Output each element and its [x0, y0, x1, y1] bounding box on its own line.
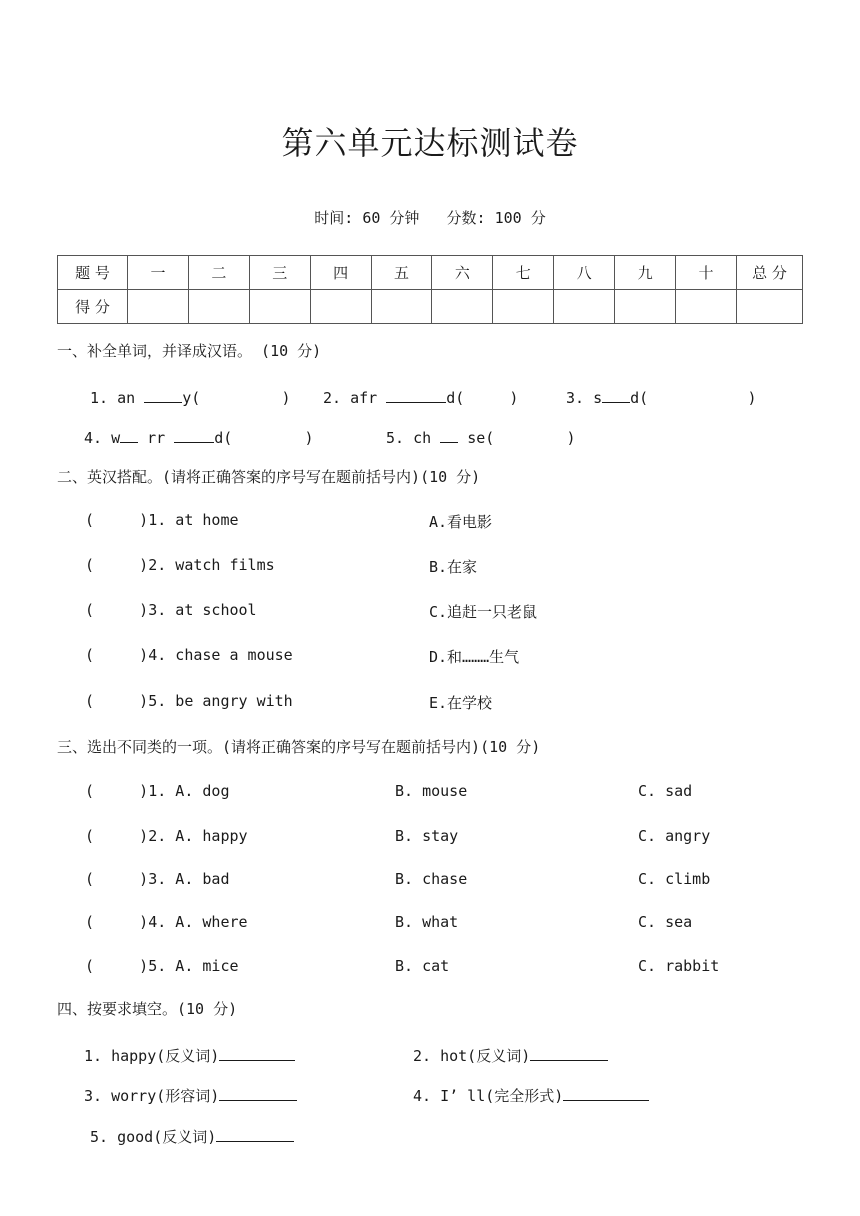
- score-cell: [371, 290, 432, 324]
- s3-item-1-c: C. sad: [638, 782, 693, 800]
- s1-item-4: [84, 428, 314, 447]
- s3-item-3-b: B. chase: [395, 870, 468, 888]
- answer-blank: [219, 1086, 297, 1101]
- s3-item-4-b: B. what: [395, 913, 459, 931]
- section-1-heading: 一、补全单词，并译成汉语。 (10 分): [57, 342, 322, 360]
- s1-item-3: [566, 388, 757, 407]
- header-cell: 一: [128, 256, 189, 290]
- answer-blank: [216, 1127, 294, 1142]
- score-cell: [249, 290, 310, 324]
- header-cell: 题 号: [58, 256, 128, 290]
- s1-item-text: se( ): [458, 429, 576, 447]
- score-cell: [310, 290, 371, 324]
- s4-item-text: 2. hot(反义词): [413, 1047, 531, 1065]
- answer-blank: [219, 1046, 295, 1061]
- s3-item-5-b: B. cat: [395, 957, 450, 975]
- s4-item-2: [413, 1045, 608, 1066]
- score-table: [57, 255, 803, 324]
- s2-item-2-right: B.在家: [429, 558, 478, 576]
- score-cell: [554, 290, 615, 324]
- s2-item-4-right: D.和………生气: [429, 648, 520, 666]
- s4-item-3: [84, 1085, 297, 1106]
- header-cell: 七: [493, 256, 554, 290]
- s3-item-3-a: ( )3. A. bad: [85, 870, 230, 888]
- score-cell: [676, 290, 737, 324]
- score-cell: [188, 290, 249, 324]
- s4-item-text: 5. good(反义词): [90, 1128, 217, 1146]
- s1-item-text: d( ): [446, 389, 519, 407]
- s1-item-text: 3. s: [566, 389, 603, 407]
- s4-item-1: [84, 1045, 295, 1066]
- score-table-header-row: [58, 256, 803, 290]
- s1-item-5: [386, 428, 576, 447]
- s1-item-text: 2. afr: [323, 389, 387, 407]
- s2-item-4-left: ( )4. chase a mouse: [85, 646, 293, 664]
- header-cell: 十: [676, 256, 737, 290]
- s3-item-2-a: ( )2. A. happy: [85, 827, 248, 845]
- answer-blank: [144, 388, 182, 403]
- s2-item-5-left: ( )5. be angry with: [85, 692, 293, 710]
- s1-item-1: [90, 388, 291, 407]
- s2-item-2-left: ( )2. watch films: [85, 556, 275, 574]
- score-cell: [615, 290, 676, 324]
- score-cell: [128, 290, 189, 324]
- s3-item-2-c: C. angry: [638, 827, 711, 845]
- s1-item-text: rr: [138, 429, 175, 447]
- s1-item-text: d( ): [214, 429, 314, 447]
- s2-item-3-right: C.追赶一只老鼠: [429, 603, 538, 621]
- header-cell: 二: [188, 256, 249, 290]
- score-cell: [737, 290, 803, 324]
- section-3-heading: 三、选出不同类的一项。(请将正确答案的序号写在题前括号内)(10 分): [57, 738, 541, 756]
- section-2-heading: 二、英汉搭配。(请将正确答案的序号写在题前括号内)(10 分): [57, 468, 481, 486]
- score-cell: [432, 290, 493, 324]
- answer-blank: [602, 388, 630, 403]
- header-cell: 四: [310, 256, 371, 290]
- header-cell: 五: [371, 256, 432, 290]
- s1-item-text: 5. ch: [386, 429, 441, 447]
- s2-item-5-right: E.在学校: [429, 694, 493, 712]
- s3-item-1-a: ( )1. A. dog: [85, 782, 230, 800]
- s2-item-1-left: ( )1. at home: [85, 511, 239, 529]
- s2-item-3-left: ( )3. at school: [85, 601, 257, 619]
- score-row-label: 得 分: [58, 290, 128, 324]
- header-cell: 三: [249, 256, 310, 290]
- header-cell: 九: [615, 256, 676, 290]
- score-cell: [493, 290, 554, 324]
- answer-blank: [563, 1086, 649, 1101]
- s3-item-5-a: ( )5. A. mice: [85, 957, 239, 975]
- answer-blank: [530, 1046, 608, 1061]
- s3-item-1-b: B. mouse: [395, 782, 468, 800]
- s4-item-5: [90, 1126, 294, 1147]
- answer-blank: [174, 428, 214, 443]
- s1-item-text: y( ): [182, 389, 291, 407]
- s4-item-4: [413, 1085, 649, 1106]
- s1-item-text: 1. an: [90, 389, 145, 407]
- header-cell: 六: [432, 256, 493, 290]
- s3-item-2-b: B. stay: [395, 827, 459, 845]
- s4-item-text: 3. worry(形容词): [84, 1087, 220, 1105]
- answer-blank: [440, 428, 458, 443]
- page-title: 第六单元达标测试卷: [281, 124, 579, 162]
- answer-blank: [386, 388, 446, 403]
- s1-item-text: 4. w: [84, 429, 121, 447]
- s4-item-text: 4. I’ ll(完全形式): [413, 1087, 564, 1105]
- section-4-heading: 四、按要求填空。(10 分): [57, 1000, 238, 1018]
- header-cell: 总 分: [737, 256, 803, 290]
- s4-item-text: 1. happy(反义词): [84, 1047, 220, 1065]
- s1-item-text: d( ): [630, 389, 757, 407]
- s3-item-5-c: C. rabbit: [638, 957, 720, 975]
- header-cell: 八: [554, 256, 615, 290]
- score-table-score-row: [58, 290, 803, 324]
- answer-blank: [120, 428, 138, 443]
- s2-item-1-right: A.看电影: [429, 513, 493, 531]
- s1-item-2: [323, 388, 518, 407]
- exam-meta: 时间: 60 分钟 分数: 100 分: [314, 209, 546, 227]
- s3-item-4-a: ( )4. A. where: [85, 913, 248, 931]
- s3-item-3-c: C. climb: [638, 870, 711, 888]
- s3-item-4-c: C. sea: [638, 913, 693, 931]
